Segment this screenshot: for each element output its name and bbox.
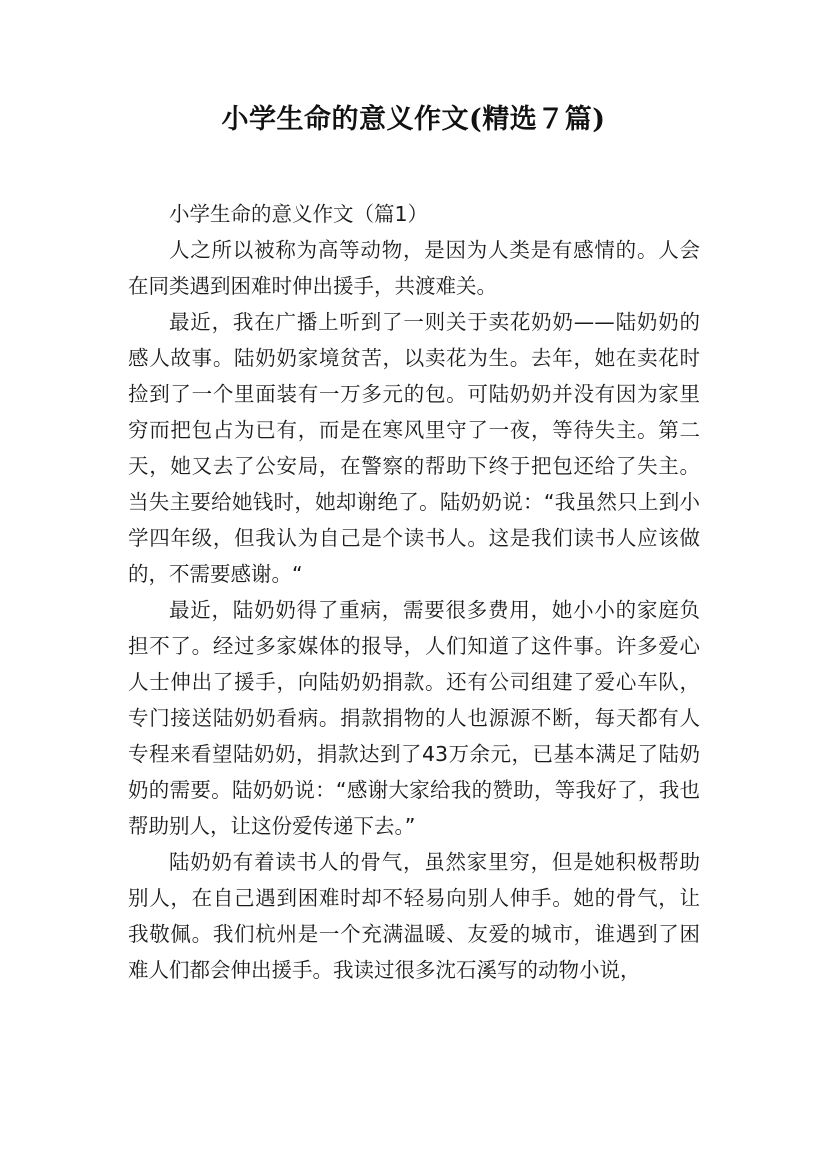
document-title: 小学生命的意义作文(精选７篇) <box>221 104 606 135</box>
paragraph-4: 陆奶奶有着读书人的骨气，虽然家里穷，但是她积极帮助别人，在自己遇到困难时却不轻易向别人伸手。她的骨气，让我敬佩。我们杭州是一个充满温暖、友爱的城市，谁遇到了困难人们都会伸出援手。我读过很多沈石溪写的动物小说， <box>128 850 700 982</box>
document-body <box>128 196 700 988</box>
paragraph-3: 最近，陆奶奶得了重病，需要很多费用，她小小的家庭负担不了。经过多家媒体的报导，人们知道了这件事。许多爱心人士伸出了援手，向陆奶奶捐款。还有公司组建了爱心车队，专门接送陆奶奶看病。捐款捐物的人也源源不断，每天都有人专程来看望陆奶奶，捐款达到了43万余元，已基本满足了陆奶奶的需要。陆奶奶说：“感谢大家给我的赞助，等我好了，我也帮助别人，让这份爱传递下去。” <box>128 598 700 838</box>
section-heading: 小学生命的意义作文（篇1） <box>169 202 429 226</box>
paragraph-1: 人之所以被称为高等动物，是因为人类是有感情的。人会在同类遇到困难时伸出援手，共渡难关。 <box>128 238 700 298</box>
paragraph-2: 最近，我在广播上听到了一则关于卖花奶奶——陆奶奶的感人故事。陆奶奶家境贫苦，以卖花为生。去年，她在卖花时捡到了一个里面装有一万多元的包。可陆奶奶并没有因为家里穷而把包占为已有，而是在寒风里守了一夜，等待失主。第二天，她又去了公安局，在警察的帮助下终于把包还给了失主。当失主要给她钱时，她却谢绝了。陆奶奶说：“我虽然只上到小学四年级，但我认为自己是个读书人。这是我们读书人应该做的，不需要感谢。“ <box>128 310 700 586</box>
